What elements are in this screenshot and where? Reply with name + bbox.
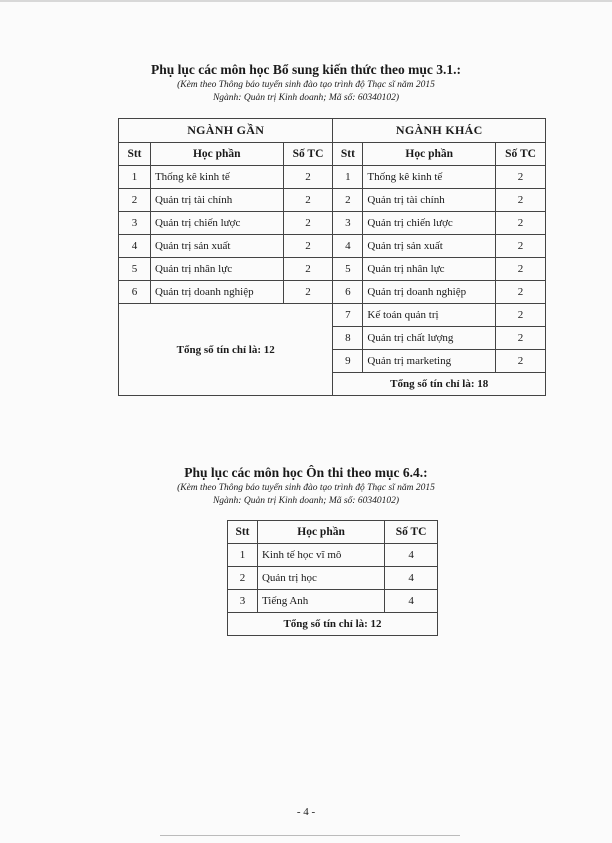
credit-cell: 2 <box>283 212 333 235</box>
credit-cell: 2 <box>496 327 546 350</box>
stt-cell: 3 <box>119 212 151 235</box>
table-row <box>119 304 546 327</box>
exam-total: Tổng số tín chỉ là: 12 <box>228 613 438 636</box>
col-credits: Số TC <box>385 521 438 544</box>
table-row <box>228 590 438 613</box>
table-row <box>119 258 546 281</box>
credit-cell: 2 <box>283 166 333 189</box>
left-total: Tổng số tín chỉ là: 12 <box>119 304 333 396</box>
course-cell: Quản trị nhân lực <box>150 258 283 281</box>
credit-cell: 2 <box>283 281 333 304</box>
stt-cell: 7 <box>333 304 363 327</box>
stt-cell: 3 <box>333 212 363 235</box>
credit-cell: 2 <box>496 235 546 258</box>
course-cell: Quản trị doanh nghiệp <box>363 281 496 304</box>
table-row <box>228 544 438 567</box>
stt-cell: 2 <box>228 567 258 590</box>
credit-cell: 2 <box>496 212 546 235</box>
credit-cell: 2 <box>496 189 546 212</box>
col-stt: Stt <box>228 521 258 544</box>
course-cell: Quản trị học <box>257 567 384 590</box>
stt-cell: 9 <box>333 350 363 373</box>
course-cell: Quản trị marketing <box>363 350 496 373</box>
col-stt: Stt <box>333 143 363 166</box>
course-cell: Quản trị sản xuất <box>363 235 496 258</box>
credit-cell: 4 <box>385 590 438 613</box>
course-cell: Quản trị sản xuất <box>150 235 283 258</box>
stt-cell: 3 <box>228 590 258 613</box>
credit-cell: 2 <box>283 258 333 281</box>
course-cell: Thống kê kinh tế <box>363 166 496 189</box>
course-cell: Quản trị tài chính <box>150 189 283 212</box>
supplementary-courses-table <box>118 118 546 396</box>
credit-cell: 2 <box>496 304 546 327</box>
course-cell: Quản trị doanh nghiệp <box>150 281 283 304</box>
exam-review-courses-table <box>227 520 438 636</box>
stt-cell: 4 <box>333 235 363 258</box>
table-row <box>119 166 546 189</box>
scan-artifact-line <box>160 835 460 836</box>
page-edge <box>0 0 612 2</box>
section1-title: Phụ lục các môn học Bổ sung kiến thức theo mục 3.1.: <box>151 62 461 77</box>
table-row <box>228 567 438 590</box>
table-row <box>119 189 546 212</box>
stt-cell: 6 <box>119 281 151 304</box>
credit-cell: 4 <box>385 567 438 590</box>
stt-cell: 8 <box>333 327 363 350</box>
course-cell: Tiếng Anh <box>257 590 384 613</box>
col-course: Học phần <box>257 521 384 544</box>
stt-cell: 1 <box>119 166 151 189</box>
stt-cell: 1 <box>228 544 258 567</box>
stt-cell: 4 <box>119 235 151 258</box>
credit-cell: 2 <box>283 189 333 212</box>
stt-cell: 5 <box>333 258 363 281</box>
page-number: - 4 - <box>296 806 316 818</box>
col-stt: Stt <box>119 143 151 166</box>
stt-cell: 2 <box>119 189 151 212</box>
course-cell: Thống kê kinh tế <box>150 166 283 189</box>
header-nganh-khac: NGÀNH KHÁC <box>333 119 546 143</box>
table-row <box>119 281 546 304</box>
credit-cell: 2 <box>496 166 546 189</box>
section1-subtitle-2: Ngành: Quản trị Kinh doanh; Mã số: 60340102) <box>212 93 400 103</box>
section2-subtitle-2: Ngành: Quản trị Kinh doanh; Mã số: 60340102) <box>212 496 400 506</box>
course-cell: Kinh tế học vĩ mô <box>257 544 384 567</box>
course-cell: Quản trị tài chính <box>363 189 496 212</box>
credit-cell: 2 <box>496 350 546 373</box>
header-nganh-gan: NGÀNH GẦN <box>119 119 333 143</box>
col-credits: Số TC <box>283 143 333 166</box>
credit-cell: 2 <box>496 258 546 281</box>
stt-cell: 1 <box>333 166 363 189</box>
table-row <box>119 235 546 258</box>
course-cell: Quản trị chất lượng <box>363 327 496 350</box>
col-course: Học phần <box>150 143 283 166</box>
course-cell: Quản trị nhân lực <box>363 258 496 281</box>
course-cell: Quản trị chiến lược <box>363 212 496 235</box>
section2-subtitle-1: (Kèm theo Thông báo tuyển sinh đào tạo trình độ Thạc sĩ năm 2015 <box>177 483 435 493</box>
col-course: Học phần <box>363 143 496 166</box>
right-total: Tổng số tín chỉ là: 18 <box>333 373 546 396</box>
section1-subtitle-1: (Kèm theo Thông báo tuyển sinh đào tạo trình độ Thạc sĩ năm 2015 <box>177 80 435 90</box>
credit-cell: 2 <box>496 281 546 304</box>
stt-cell: 2 <box>333 189 363 212</box>
credit-cell: 2 <box>283 235 333 258</box>
course-cell: Quản trị chiến lược <box>150 212 283 235</box>
section2-title: Phụ lục các môn học Ôn thi theo mục 6.4.: <box>184 465 428 480</box>
stt-cell: 6 <box>333 281 363 304</box>
course-cell: Kế toán quản trị <box>363 304 496 327</box>
credit-cell: 4 <box>385 544 438 567</box>
col-credits: Số TC <box>496 143 546 166</box>
table-row <box>119 212 546 235</box>
stt-cell: 5 <box>119 258 151 281</box>
